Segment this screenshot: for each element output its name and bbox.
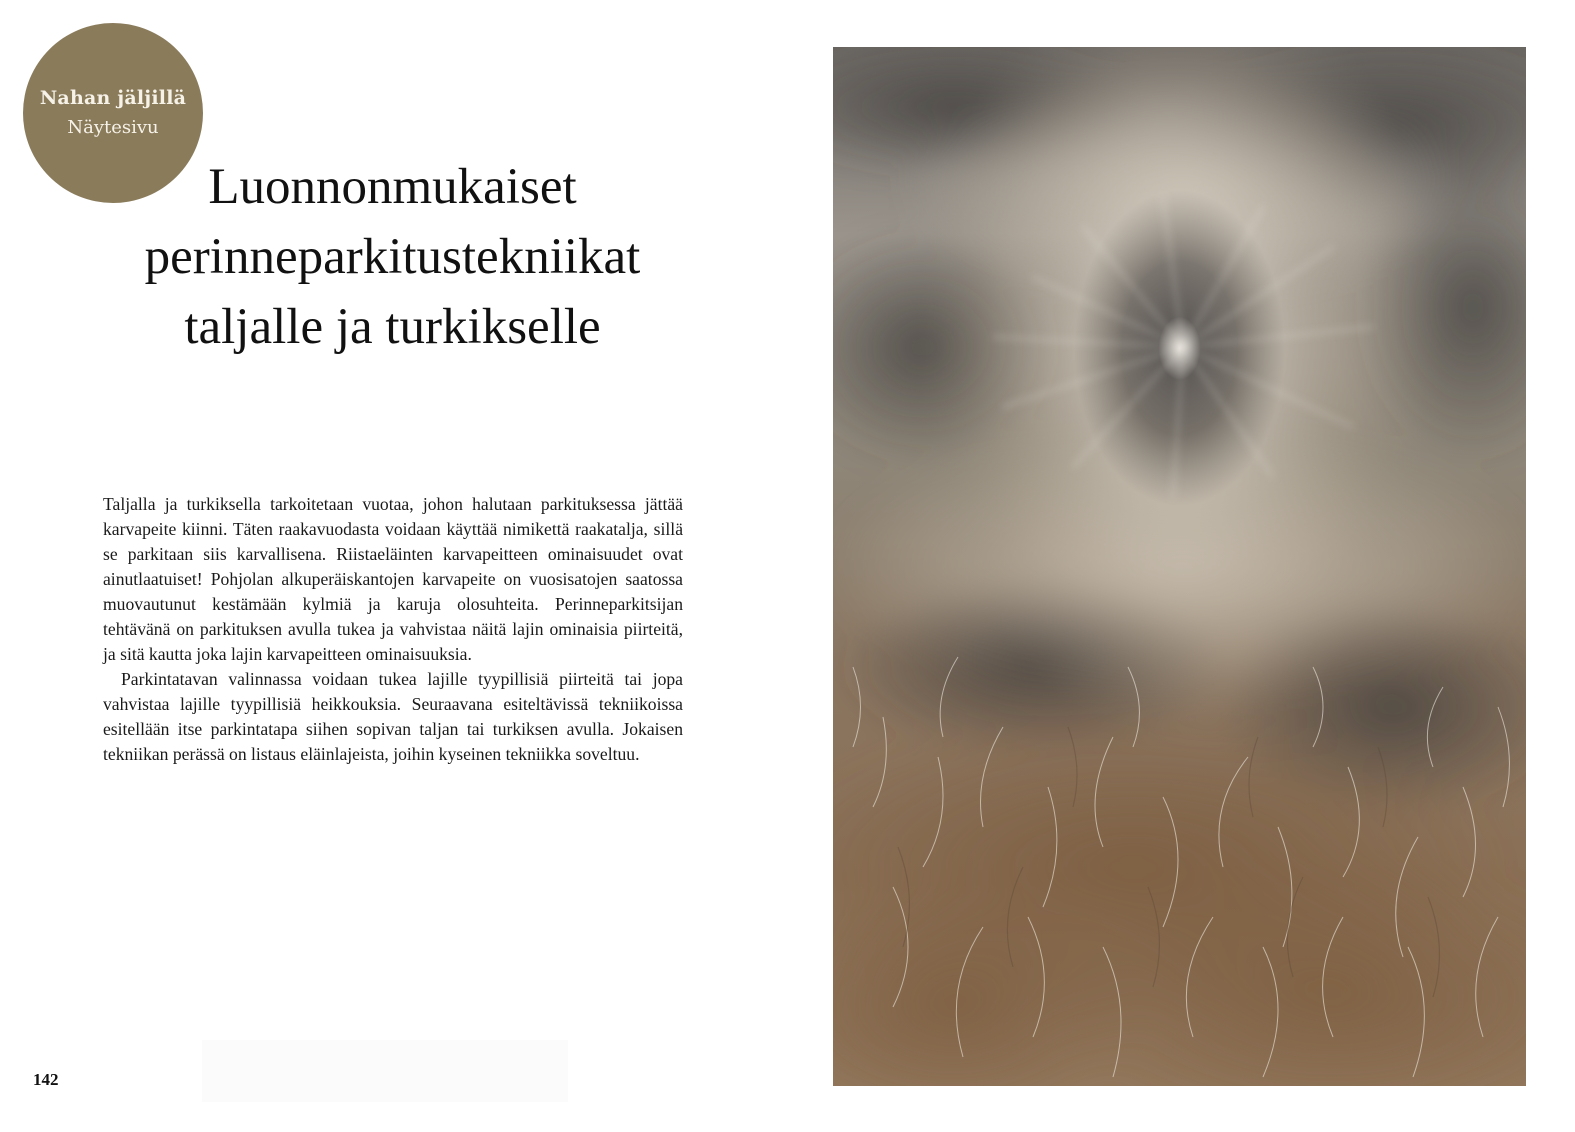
footer-blank-area	[202, 1040, 568, 1102]
page-number: 142	[33, 1070, 59, 1089]
fur-photo	[833, 47, 1526, 1086]
chapter-heading	[100, 152, 685, 362]
body-paragraph-1: Taljalla ja turkiksella tarkoitetaan vuotaa, johon halutaan parkituksessa jättää karvapeite kiinni. Täten raakavuodasta voidaan käyttää nimikettä raakatalja, sillä se parkitaan siis karvallisena. Riistaeläinten karvapeitteen ominaisuudet ovat ainutlaatuiset! Pohjolan alkuperäiskantojen karvapeite on vuosisatojen saatossa muovautunut kestämään kylmiä ja karuja olosuhteita. Perinneparkitsijan tehtävänä on parkituksen avulla tukea ja vahvistaa näitä lajin ominaisia piirteitä, ja sitä kautta joka lajin karvapeitteen ominaisuuksia.	[103, 494, 683, 664]
heading-line-2: perinneparkitustekniikat	[144, 229, 641, 285]
badge-title: Nahan jäljillä	[39, 87, 187, 109]
heading-line-3: taljalle ja turkikselle	[184, 299, 601, 355]
body-text	[103, 492, 683, 767]
body-paragraph-2: Parkintatavan valinnassa voidaan tukea lajille tyypillisiä piirteitä tai jopa vahvistaa lajille tyypillisiä heikkouksia. Seuraavana esiteltävissä tekniikoissa esitellään itse parkintatapa siihen sopivan taljan tai turkiksen avulla. Jokaisen tekniikan perässä on listaus eläinlajeista, joihin kyseinen tekniikka soveltuu.	[103, 669, 683, 764]
badge-subtitle: Näytesivu	[67, 117, 159, 138]
fur-photo-image	[833, 47, 1526, 1086]
heading-line-1: Luonnonmukaiset	[208, 159, 577, 215]
